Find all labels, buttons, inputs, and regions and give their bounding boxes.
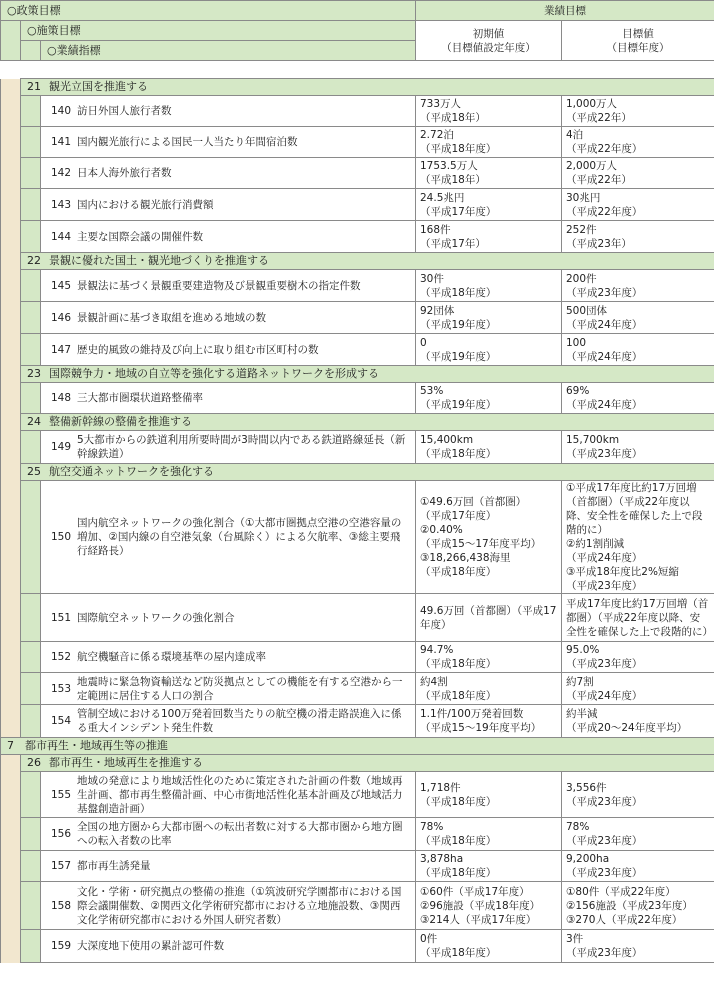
initial-value: 30件 （平成18年度） [416,270,562,302]
target-value: 2,000万人 （平成22年） [562,158,714,189]
target-value: ①80件（平成22年度） ②156施設（平成23年度） ③270人（平成22年度） [562,882,714,930]
initial-value: 0 （平成19年度） [416,334,562,366]
target-value: 3件 （平成23年度） [562,930,714,963]
indicator-number: 147 [50,343,71,356]
goal-row [1,366,714,383]
table-row [1,772,714,818]
table-row [1,930,714,963]
initial-value: 1.1件/100万発着回数 （平成15～19年度平均） [416,705,562,738]
table-row [1,127,714,158]
goal-number: 23 [27,367,41,380]
table-row [1,158,714,189]
indicator-number: 158 [50,899,71,912]
initial-value: ①49.6万回（首都圏） （平成17年度） ②0.40% （平成15～17年度平均） ③18,266,438海里 （平成18年度） [416,481,562,594]
goal-number: 25 [27,465,41,478]
table-row [1,818,714,851]
target-value: 252件 （平成23年） [562,221,714,253]
indicator-name: 国際航空ネットワークの強化割合 [77,611,235,624]
indicator-cell [41,818,416,851]
initial-value: 3,878ha （平成18年度） [416,851,562,882]
target-value: 200件 （平成23年度） [562,270,714,302]
indicator-name: 訪日外国人旅行者数 [77,105,172,117]
indicator-name: 国内観光旅行による国民一人当たり年間宿泊数 [77,136,298,148]
initial-value: 53% （平成19年度） [416,383,562,414]
goal-number: 24 [27,415,41,428]
initial-value-header: 初期値 （目標値設定年度） [416,21,562,61]
indicator-cell [41,642,416,673]
indicator-number: 144 [50,230,71,243]
indicator-cell [41,930,416,963]
goal-title [21,755,714,772]
indicator-name: 全国の地方圏から大都市圏への転出者数に対する大都市圏から地方圏への転入者数の比率 [77,821,403,847]
indicator-name: 主要な国際会議の開催件数 [77,230,203,243]
policy-title: 7 都市再生・地域再生等の推進 [1,738,714,755]
indicator-name: 日本人海外旅行者数 [77,167,172,179]
indicator-number: 159 [50,940,71,952]
goal-title [21,414,714,431]
target-value-header: 目標値 （目標年度） [562,21,714,61]
table-row [1,334,714,366]
initial-value: 2.72泊 （平成18年度） [416,127,562,158]
target-value: 9,200ha （平成23年度） [562,851,714,882]
table-row [1,302,714,334]
indicator-name: 歴史的風致の維持及び向上に取り組む市区町村の数 [77,343,319,356]
indicator-name: 都市再生誘発量 [77,860,151,872]
table-row [1,189,714,221]
target-value: 95.0% （平成23年度） [562,642,714,673]
indicator-number: 150 [50,531,71,543]
target-value: 1,000万人 （平成22年） [562,96,714,127]
goal-number: 22 [27,254,41,267]
target-value: 3,556件 （平成23年度） [562,772,714,818]
indicator-name: 地域の発意により地域活性化のために策定された計画の件数（地域再生計画、都市再生整備計画、中心市街地活性化基本計画及び地域活力基盤創造計画） [77,774,403,815]
indicator-cell [41,127,416,158]
indicator-number: 143 [50,198,71,211]
table-row [1,851,714,882]
indicator-header: ○業績指標 [41,41,416,61]
indicator-number: 146 [50,311,71,324]
indicator-name: 管制空域における100万発着回数当たりの航空機の滑走路誤進入に係る重大インシデント発生件数 [77,708,402,734]
indicator-name: 国内航空ネットワークの強化割合（①大都市圏拠点空港の空港容量の増加、②国内線の自空港気象（台風除く）による欠航率、③総主要飛行経路長） [77,517,402,557]
indicator-cell [41,882,416,930]
indicator-cell [41,481,416,594]
indicator-cell [41,96,416,127]
goal-row [1,79,714,96]
indicator-number: 141 [50,136,71,148]
goal-text: 航空交通ネットワークを強化する [49,465,214,478]
goal-text: 国際競争力・地域の自立等を強化する道路ネットワークを形成する [49,367,379,380]
initial-value: 733万人 （平成18年） [416,96,562,127]
initial-value: 24.5兆円 （平成17年度） [416,189,562,221]
indicator-number: 154 [50,715,71,727]
indicator-name: 国内における観光旅行消費額 [77,198,214,211]
table-row [1,270,714,302]
indicator-cell [41,270,416,302]
indicator-cell [41,158,416,189]
indicator-name: 航空機騒音に係る環境基準の屋内達成率 [77,651,266,663]
initial-value: 94.7% （平成18年度） [416,642,562,673]
indicator-number: 153 [50,682,71,695]
goal-title [21,366,714,383]
target-value: 平成17年度比約17万回増（首都圏）（平成22年度以降、安全性を確保した上で段階的に） [562,594,714,642]
indicator-name: 景観計画に基づき取組を進める地域の数 [77,311,266,324]
policy-row [1,738,714,755]
target-value: 約7割 （平成24年度） [562,673,714,705]
target-value: 500団体 （平成24年度） [562,302,714,334]
goal-row [1,755,714,772]
indicator-cell [41,772,416,818]
table-row [1,594,714,642]
goal-number: 21 [27,80,41,93]
performance-target-header: 業績目標 [416,1,714,21]
goal-row [1,414,714,431]
table-row [1,481,714,594]
goal-text: 整備新幹線の整備を推進する [49,415,192,428]
indicator-cell [41,431,416,464]
initial-value: 49.6万回（首都圏）（平成17年度） [416,594,562,642]
indicator-cell [41,221,416,253]
indicator-number: 140 [50,105,71,117]
goal-row [1,464,714,481]
indicator-number: 151 [50,611,71,624]
indicator-cell [41,189,416,221]
initial-value: 1753.5万人 （平成18年） [416,158,562,189]
table-row [1,673,714,705]
indicator-number: 142 [50,167,71,179]
initial-value: 78% （平成18年度） [416,818,562,851]
indicator-name: 地震時に緊急物資輸送など防災拠点としての機能を有する空港から一定範囲に居住する人口の割合 [77,675,403,702]
target-value: 約半減 （平成20～24年度平均） [562,705,714,738]
indicator-number: 157 [50,860,71,872]
target-value: 69% （平成24年度） [562,383,714,414]
indicator-cell [41,383,416,414]
indicator-number: 155 [50,788,71,801]
table-row [1,882,714,930]
initial-value: 約4割 （平成18年度） [416,673,562,705]
initial-value: 0件 （平成18年度） [416,930,562,963]
goal-title [21,79,714,96]
indicator-number: 148 [50,392,71,404]
indicator-cell [41,673,416,705]
goal-title [21,464,714,481]
goal-row [1,253,714,270]
table-row [1,96,714,127]
initial-value: 15,400km （平成18年度） [416,431,562,464]
indicator-cell [41,302,416,334]
indicator-cell [41,705,416,738]
policy-goal-header: ○政策目標 [1,1,416,21]
indicator-table [0,78,714,963]
indicator-name: 文化・学術・研究拠点の整備の推進（①筑波研究学園都市における国際会議開催数、②関西文化学術研究都市における立地施設数、③関西文化学術研究都市における外国人研究者数） [77,885,402,926]
table-row [1,221,714,253]
target-value: 15,700km （平成23年度） [562,431,714,464]
goal-text: 景観に優れた国土・観光地づくりを推進する [49,254,269,267]
indicator-number: 152 [50,651,71,663]
indicator-cell [41,334,416,366]
target-value: 30兆円 （平成22年度） [562,189,714,221]
goal-title [21,253,714,270]
target-value: 78% （平成23年度） [562,818,714,851]
header-table [0,0,714,61]
table-row [1,431,714,464]
table-row [1,642,714,673]
indicator-cell [41,594,416,642]
indicator-number: 145 [50,279,71,292]
indicator-name: 三大都市圏環状道路整備率 [77,392,203,404]
indicator-cell [41,851,416,882]
target-value: 100 （平成24年度） [562,334,714,366]
indicator-number: 156 [50,828,71,840]
indicator-name: 大深度地下使用の累計認可件数 [77,940,224,952]
indicator-name: 5大都市からの鉄道利用所要時間が3時間以内である鉄道路線延長（新幹線鉄道） [77,434,406,460]
initial-value: 92団体 （平成19年度） [416,302,562,334]
measure-goal-header: ○施策目標 [21,21,416,41]
goal-number: 26 [27,756,41,769]
goal-text: 観光立国を推進する [49,80,148,93]
table-row [1,383,714,414]
goal-text: 都市再生・地域再生を推進する [49,756,203,769]
initial-value: ①60件（平成17年度） ②96施設（平成18年度） ③214人（平成17年度） [416,882,562,930]
target-value: ①平成17年度比約17万回増（首都圏）（平成22年度以降、安全性を確保した上で段階的に） ②約1割削減 （平成24年度） ③平成18年度比2%短縮 （平成23年度） [562,481,714,594]
initial-value: 1,718件 （平成18年度） [416,772,562,818]
table-row [1,705,714,738]
target-value: 4泊 （平成22年度） [562,127,714,158]
initial-value: 168件 （平成17年） [416,221,562,253]
indicator-name: 景観法に基づく景観重要建造物及び景観重要樹木の指定件数 [77,279,361,292]
indicator-number: 149 [50,441,71,453]
